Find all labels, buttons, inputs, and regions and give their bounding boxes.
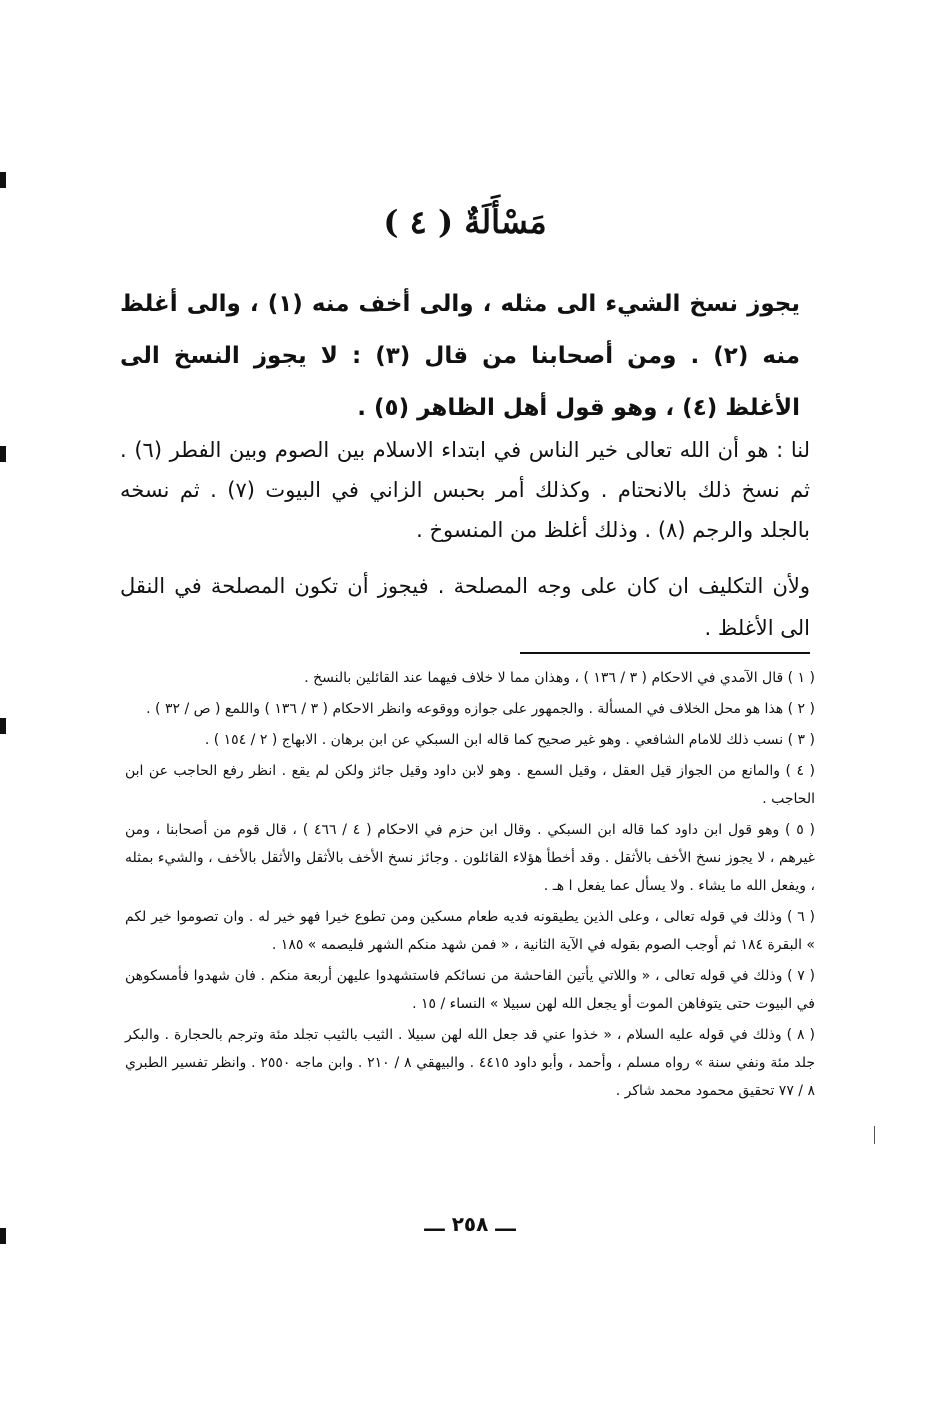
paragraph-statement: يجوز نسخ الشيء الى مثله ، والى أخف منه (١) ، والى أغلظ منه (٢) . ومن أصحابنا من قال (٣) : لا يجوز النسخ الى الأغلظ (٤) ، وهو قول أهل الظاهر (٥) .	[120, 291, 800, 421]
footnote-8: ( ٨ ) وذلك في قوله عليه السلام ، « خذوا عني قد جعل الله لهن سبيلا . الثيب بالثيب تجلد مئة وترجم بالحجارة . والبكر جلد مئة ونفي سنة » رواه مسلم ، وأحمد ، وأبو داود ٤٤١٥ . والبيهقي ٨ / ٢١٠ . وابن ماجه ٢٥٥٠ . وانظر تفسير الطبري ٨ / ٧٧ تحقيق محمود محمد شاكر .	[125, 1027, 815, 1099]
section-heading: مَسْأَلَةٌ ( ٤ )	[383, 203, 547, 241]
binding-mark	[0, 172, 6, 188]
footnotes	[125, 664, 815, 1108]
paragraph-reasoning: ولأن التكليف ان كان على وجه المصلحة . فيجوز أن تكون المصلحة في النقل الى الأغلظ .	[120, 574, 810, 640]
footnote-3: ( ٣ ) نسب ذلك للامام الشافعي . وهو غير صحيح كما قاله ابن السبكي عن ابن برهان . الابهاج ( ٢ / ١٥٤ ) .	[204, 732, 815, 748]
footnote-1: ( ١ ) قال الآمدي في الاحكام ( ٣ / ١٣٦ ) ، وهذان مما لا خلاف فيهما عند القائلين بالنسخ .	[304, 670, 815, 686]
footnote-7: ( ٧ ) وذلك في قوله تعالى ، « واللاتي يأتين الفاحشة من نسائكم فاستشهدوا عليهن أربعة منكم . فان شهدوا فأمسكوهن في البيوت حتى يتوفاهن الموت أو يجعل الله لهن سبيلا » النساء / ١٥ .	[125, 968, 815, 1012]
binding-mark	[0, 446, 6, 462]
scan-tick-mark	[874, 1126, 875, 1144]
footnote-5: ( ٥ ) وهو قول ابن داود كما قاله ابن السبكي . وقال ابن حزم في الاحكام ( ٤ / ٤٦٦ ) ، قال قوم من أصحابنا ، ومن غيرهم ، لا يجوز نسخ الأخف بالأثقل . وقد أخطأ هؤلاء القائلون . وجائز نسخ الأخف بالأثقل والأثقل بالأخف ، والشيء بمثله ، ويفعل الله ما يشاء . ولا يسأل عما يفعل ا هـ .	[125, 822, 815, 894]
page-number: ـــ ٢٥٨ ـــ	[424, 1212, 516, 1236]
footnote-separator	[520, 652, 810, 654]
footnote-2: ( ٢ ) هذا هو محل الخلاف في المسألة . والجمهور على جوازه ووقوعه وانظر الاحكام ( ٣ / ١٣٦ ) واللمع ( ص / ٣٢ ) .	[146, 701, 815, 717]
footnote-4: ( ٤ ) والمانع من الجواز قيل العقل ، وقيل السمع . وهو لابن داود وقيل جائز ولكن لم يقع . انظر رفع الحاجب عن ابن الحاجب .	[125, 763, 815, 807]
footnote-6: ( ٦ ) وذلك في قوله تعالى ، وعلى الذين يطيقونه فديه طعام مسكين ومن تطوع خيرا فهو خير له . وان تصوموا خير لكم » البقرة ١٨٤ ثم أوجب الصوم بقوله في الآية الثانية ، « فمن شهد منكم الشهر فليصمه » ١٨٥ .	[125, 909, 815, 953]
binding-mark	[0, 718, 6, 734]
paragraph-argument: لنا : هو أن الله تعالى خير الناس في ابتداء الاسلام بين الصوم وبين الفطر (٦) . ثم نسخ ذلك بالانحتام . وكذلك أمر بحبس الزاني في البيوت (٧) . ثم نسخه بالجلد والرجم (٨) . وذلك أغلظ من المنسوخ .	[120, 438, 811, 542]
binding-mark	[0, 1228, 6, 1244]
